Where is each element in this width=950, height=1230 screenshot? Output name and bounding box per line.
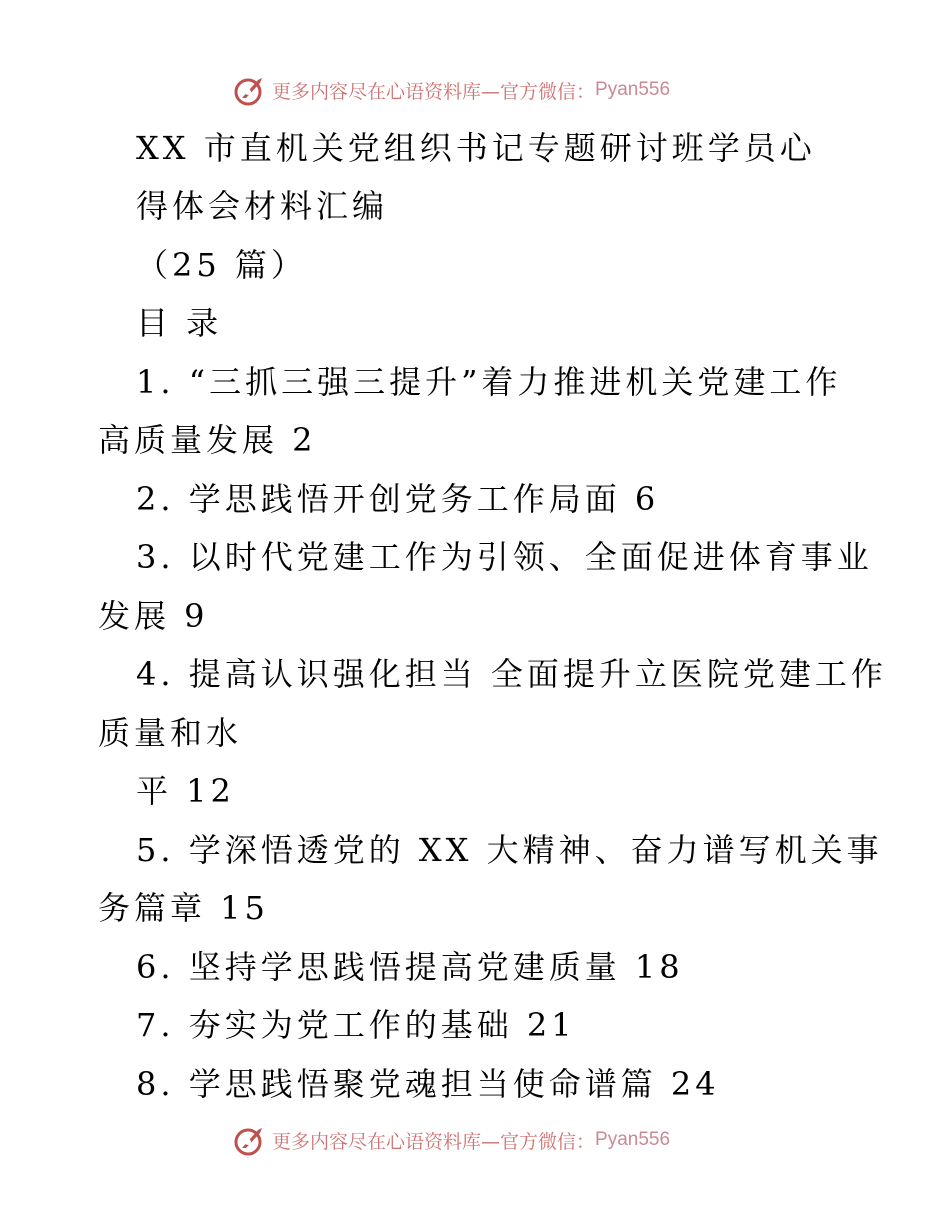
article-count: （25 篇） [136,246,307,284]
toc-item-5-line-2: 务篇章 15 [98,889,269,927]
toc-item-1-line-1: 1. “三抓三强三提升”着力推进机关党建工作 [136,363,842,401]
document-title-line-1: XX 市直机关党组织书记专题研讨班学员心 [136,129,816,167]
banner-account: Pyan556 [595,79,671,100]
quill-pen-logo-icon [232,1122,268,1158]
toc-item-2: 2. 学思践悟开创党务工作局面 6 [136,480,660,518]
toc-item-6: 6. 坚持学思践悟提高党建质量 18 [136,948,684,986]
quill-pen-logo-icon [232,72,268,108]
toc-item-7: 7. 夯实为党工作的基础 21 [136,1006,576,1044]
banner-text: 更多内容尽在心语资料库— [272,80,501,103]
toc-heading: 目 录 [136,304,223,342]
toc-item-1-line-2: 高质量发展 2 [98,421,317,459]
toc-item-4-line-2: 质量和水 [98,714,243,752]
footer-banner [232,1120,670,1160]
banner-account: Pyan556 [595,1129,671,1150]
banner-text: 更多内容尽在心语资料库— [272,1130,501,1153]
banner-wechat-label: 官方微信： [500,80,596,103]
toc-item-4-line-1: 4. 提高认识强化担当 全面提升立医院党建工作 [136,655,887,693]
toc-item-8: 8. 学思践悟聚党魂担当使命谱篇 24 [136,1065,720,1103]
header-banner [232,70,670,110]
document-title-line-2: 得体会材料汇编 [136,187,389,225]
toc-item-4-line-3: 平 12 [136,772,235,810]
banner-wechat-label: 官方微信： [500,1130,596,1153]
toc-item-3-line-1: 3. 以时代党建工作为引领、全面促进体育事业 [136,538,873,576]
toc-item-3-line-2: 发展 9 [98,597,209,635]
toc-item-5-line-1: 5. 学深悟透党的 XX 大精神、奋力谱写机关事 [136,831,883,869]
